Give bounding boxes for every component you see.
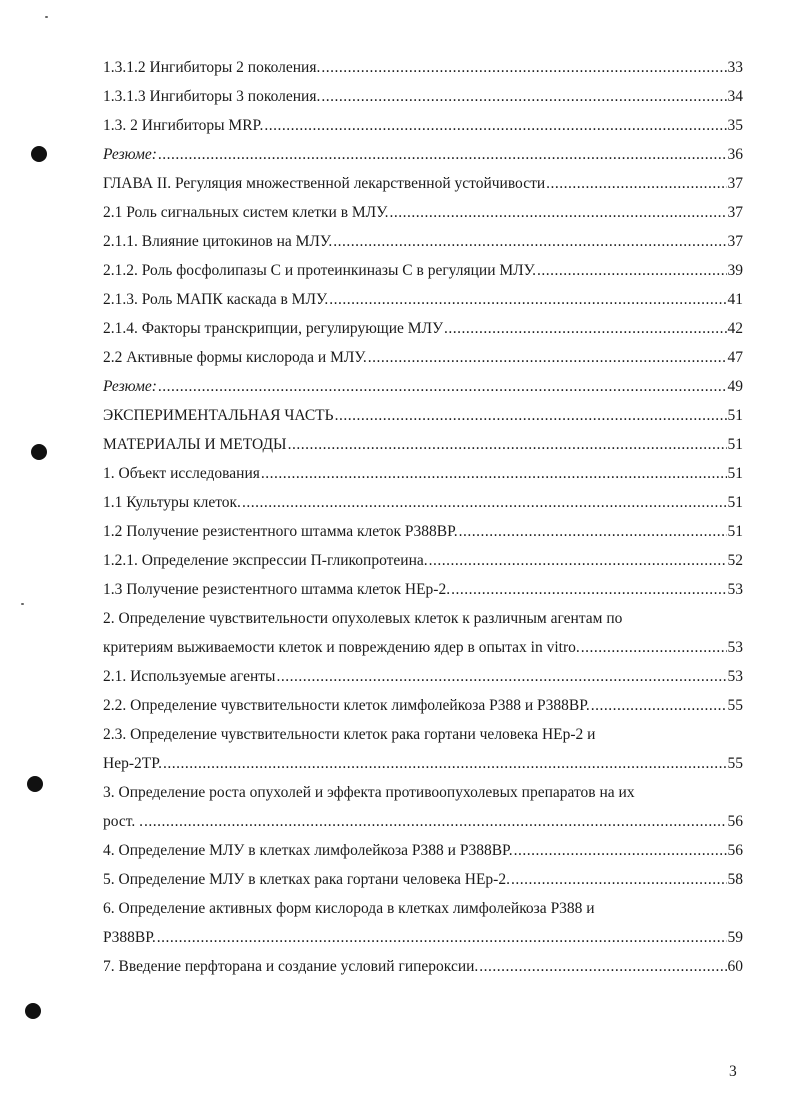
toc-entry-page: 47 [727, 349, 743, 366]
binder-hole [31, 444, 47, 460]
leader-dots [144, 807, 727, 836]
toc-entry[interactable] [103, 459, 743, 488]
toc-entry-page: 37 [727, 175, 743, 192]
leader-dots [321, 53, 726, 82]
toc-entry[interactable] [103, 952, 743, 981]
toc-entry-title: 2.1.2. Роль фосфолипазы С и протеинкиназы С в регуляции МЛУ. [103, 262, 536, 279]
toc-entry-page: 33 [727, 59, 743, 76]
toc-entry-title: 5. Определение МЛУ в клетках рака гортани человека НЕр-2. [103, 871, 510, 888]
toc-entry-page: 51 [727, 436, 743, 453]
binder-hole [25, 1003, 41, 1019]
toc-entry[interactable] [103, 169, 743, 198]
toc-entry[interactable] [103, 720, 743, 778]
scan-speck [45, 16, 48, 18]
leader-dots [444, 314, 726, 343]
toc-entry-page: 59 [727, 929, 743, 946]
toc-entry-title: Р388ВР. [103, 929, 156, 946]
toc-entry-page: 53 [727, 668, 743, 685]
leader-dots [429, 546, 727, 575]
leader-dots [333, 227, 726, 256]
toc-entry-page: 55 [727, 697, 743, 714]
toc-entry[interactable] [103, 285, 743, 314]
toc-entry[interactable] [103, 401, 743, 430]
toc-entry[interactable] [103, 517, 743, 546]
toc-entry-title: 1.2.1. Определение экспрессии П-гликопротеина. [103, 552, 428, 569]
toc-entry[interactable] [103, 111, 743, 140]
leader-dots [546, 169, 726, 198]
toc-entry-first-line: 2.3. Определение чувствительности клеток рака гортани человека НЕр-2 и [103, 726, 596, 743]
toc-entry-title: 4. Определение МЛУ в клетках лимфолейкоза Р388 и Р388ВР. [103, 842, 513, 859]
toc-entry[interactable] [103, 430, 743, 459]
toc-entry-page: 42 [727, 320, 743, 337]
toc-entry[interactable] [103, 778, 743, 836]
toc-entry[interactable] [103, 256, 743, 285]
leader-dots [242, 488, 727, 517]
toc-entry-page: 41 [727, 291, 743, 308]
leader-dots [511, 865, 727, 894]
toc-entry-title: 1. Объект исследования [103, 465, 260, 482]
toc-entry-title: 1.3 Получение резистентного штамма клеток НЕр-2. [103, 581, 451, 598]
toc-entry-page: 35 [727, 117, 743, 134]
toc-entry-title: 1.3. 2 Ингибиторы MRP. [103, 117, 264, 134]
toc-entry-title: 1.3.1.3 Ингибиторы 3 поколения. [103, 88, 321, 105]
toc-entry-page: 36 [727, 146, 743, 163]
toc-entry[interactable] [103, 662, 743, 691]
toc-entry-page: 51 [727, 465, 743, 482]
toc-entry-title: ГЛАВА II. Регуляция множественной лекарственной устойчивости [103, 175, 546, 192]
toc-entry-title: МАТЕРИАЛЫ И МЕТОДЫ [103, 436, 287, 453]
toc-entry[interactable] [103, 865, 743, 894]
toc-entry-page: 52 [727, 552, 743, 569]
toc-entry-page: 56 [727, 842, 743, 859]
toc-entry-page: 37 [727, 233, 743, 250]
toc-entry[interactable] [103, 546, 743, 575]
toc-entry-page: 55 [727, 755, 743, 772]
leader-dots [537, 256, 727, 285]
toc-entry-first-line: 2. Определение чувствительности опухолевых клеток к различным агентам по [103, 610, 623, 627]
toc-entry[interactable] [103, 53, 743, 82]
toc-entry-title: 2.1.3. Роль МАПК каскада в МЛУ. [103, 291, 329, 308]
leader-dots [321, 82, 726, 111]
toc-entry-title: 1.3.1.2 Ингибиторы 2 поколения. [103, 59, 321, 76]
toc-entry-title: 1.2 Получение резистентного штамма клеток Р388ВР. [103, 523, 458, 540]
toc-entry-title: 2.1 Роль сигнальных систем клетки в МЛУ. [103, 204, 389, 221]
binder-hole [31, 146, 47, 162]
scan-speck [21, 603, 24, 605]
leader-dots [451, 575, 726, 604]
leader-dots [591, 691, 727, 720]
toc-entry[interactable] [103, 82, 743, 111]
toc-entry[interactable] [103, 372, 743, 401]
toc-entry-page: 51 [727, 523, 743, 540]
toc-entry[interactable] [103, 691, 743, 720]
toc-entry[interactable] [103, 604, 743, 662]
leader-dots [514, 836, 727, 865]
leader-dots [390, 198, 727, 227]
leader-dots [581, 633, 727, 662]
toc-entry-title: 2.1. Используемые агенты [103, 668, 276, 685]
toc-entry-page: 56 [727, 813, 743, 830]
toc-entry-title: критериям выживаемости клеток и повреждению ядер в опытах in vitro. [103, 639, 580, 656]
toc-entry-page: 51 [727, 407, 743, 424]
leader-dots [368, 343, 727, 372]
toc-entry[interactable] [103, 140, 743, 169]
toc-entry[interactable] [103, 198, 743, 227]
toc-entry-page: 51 [727, 494, 743, 511]
toc-entry-page: 39 [727, 262, 743, 279]
toc-entry-title: 2.1.4. Факторы транскрипции, регулирующие МЛУ [103, 320, 444, 337]
leader-dots [264, 111, 726, 140]
toc-entry-page: 37 [727, 204, 743, 221]
toc-entry-title: 2.1.1. Влияние цитокинов на МЛУ. [103, 233, 333, 250]
toc-entry[interactable] [103, 227, 743, 256]
toc-entry[interactable] [103, 894, 743, 952]
toc-entry[interactable] [103, 575, 743, 604]
toc-entry-title: 2.2. Определение чувствительности клеток лимфолейкоза Р388 и Р388ВР. [103, 697, 590, 714]
binder-hole [27, 776, 43, 792]
toc-entry[interactable] [103, 836, 743, 865]
toc-entry-title: рост. . [103, 813, 143, 830]
toc-entry[interactable] [103, 343, 743, 372]
leader-dots [335, 401, 727, 430]
leader-dots [479, 952, 726, 981]
toc-entry-page: 34 [727, 88, 743, 105]
leader-dots [329, 285, 726, 314]
leader-dots [158, 372, 727, 401]
toc-entry-first-line: 6. Определение активных форм кислорода в клетках лимфолейкоза Р388 и [103, 900, 595, 917]
toc-entry-page: 53 [727, 581, 743, 598]
toc-entry-page: 53 [727, 639, 743, 656]
toc-entry-title: 1.1 Культуры клеток. [103, 494, 241, 511]
leader-dots [157, 923, 727, 952]
toc-entry-title: ЭКСПЕРИМЕНТАЛЬНАЯ ЧАСТЬ [103, 407, 334, 424]
table-of-contents [103, 53, 743, 981]
leader-dots [158, 140, 727, 169]
toc-entry-page: 60 [727, 958, 743, 975]
toc-entry-title: 7. Введение перфторана и создание условий гипероксии. [103, 958, 479, 975]
leader-dots [261, 459, 727, 488]
leader-dots [459, 517, 727, 546]
toc-entry-title: Резюме: [103, 146, 157, 163]
leader-dots [163, 749, 727, 778]
leader-dots [276, 662, 726, 691]
toc-entry[interactable] [103, 488, 743, 517]
toc-entry-page: 58 [727, 871, 743, 888]
toc-entry-title: Резюме: [103, 378, 157, 395]
toc-entry-title: 2.2 Активные формы кислорода и МЛУ. [103, 349, 367, 366]
toc-entry[interactable] [103, 314, 743, 343]
toc-entry-page: 49 [727, 378, 743, 395]
toc-entry-first-line: 3. Определение роста опухолей и эффекта противоопухолевых препаратов на их [103, 784, 635, 801]
page-number: 3 [729, 1063, 737, 1080]
toc-entry-title: Hep-2TP. [103, 755, 162, 772]
leader-dots [288, 430, 727, 459]
